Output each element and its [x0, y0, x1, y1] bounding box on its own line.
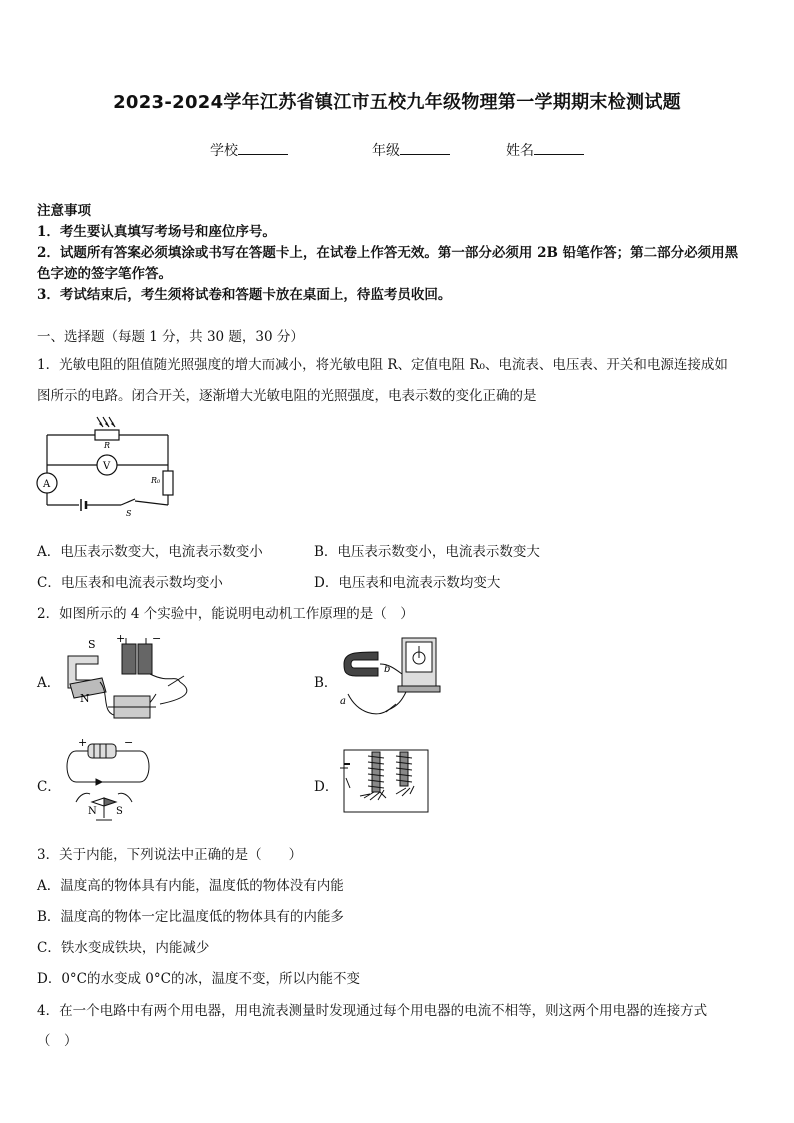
q4-stem-line1: 4．在一个电路中有两个用电器，用电流表测量时发现通过每个用电器的电流不相等，则这两个用电器的连接方式: [37, 1003, 708, 1019]
fig-c-n-label: N: [88, 806, 97, 817]
q1-option-a: A．电压表示数变大，电流表示数变小: [37, 544, 263, 560]
fig-a-plus-label: +: [116, 632, 126, 645]
name-label: 姓名: [506, 143, 534, 159]
school-field: [210, 140, 288, 160]
q2-figure-c: [62, 738, 162, 824]
r0-resistor-symbol: [163, 471, 173, 495]
q3-option-a: A．温度高的物体具有内能，温度低的物体没有内能: [37, 878, 344, 894]
q2-figure-a: [60, 634, 200, 726]
q2-stem: 2．如图所示的 4 个实验中，能说明电动机工作原理的是（ ）: [37, 606, 414, 622]
fig-a-s-label: S: [88, 638, 96, 651]
notice-item-2: 2．试题所有答案必须填涂或书写在答题卡上，在试卷上作答无效。第一部分必须用 2B 铅笔作答；第二部分必须用黑: [37, 245, 739, 261]
grade-blank: [400, 140, 450, 155]
s-label: S: [126, 509, 132, 518]
notice-heading: 注意事项: [37, 203, 91, 219]
a-label: A: [43, 479, 51, 490]
name-blank: [534, 140, 584, 155]
fig-c-minus-label: −: [124, 736, 134, 749]
notice-item-2-cont: 色字迹的签字笔作答。: [37, 266, 172, 282]
q3-option-d: D．0°C的水变成 0°C的冰，温度不变，所以内能不变: [37, 971, 360, 987]
q3-option-b: B．温度高的物体一定比温度低的物体具有的内能多: [37, 909, 344, 925]
section-heading: 一、选择题（每题 1 分，共 30 题，30 分）: [37, 329, 304, 345]
q3-option-c: C．铁水变成铁块，内能减少: [37, 940, 210, 956]
q2-option-b-label: B．: [314, 675, 338, 691]
grade-field: [372, 140, 450, 160]
school-label: 学校: [210, 143, 238, 159]
q1-circuit-figure: [35, 415, 185, 523]
q2-figure-d: [340, 744, 432, 816]
q1-stem-line1: 1．光敏电阻的阻值随光照强度的增大而减小，将光敏电阻 R、定值电阻 R₀、电流表、电压表、开关和电源连接成如: [37, 357, 728, 373]
notice-item-3: 3．考试结束后，考生须将试卷和答题卡放在桌面上，待监考员收回。: [37, 287, 452, 303]
q1-option-b: B．电压表示数变小，电流表示数变大: [314, 544, 540, 560]
r0-label: R₀: [151, 476, 161, 485]
q2-figure-b: [338, 634, 448, 726]
q3-stem: 3．关于内能，下列说法中正确的是（ ）: [37, 847, 303, 863]
q2-option-d-label: D．: [314, 779, 339, 795]
q1-option-c: C．电压表和电流表示数均变小: [37, 575, 223, 591]
r-label: R: [104, 441, 111, 450]
photoresistor-symbol: [95, 430, 119, 440]
notice-item-1: 1．考生要认真填写考场号和座位序号。: [37, 224, 276, 240]
grade-label: 年级: [372, 143, 400, 159]
q1-option-d: D．电压表和电流表示数均变大: [314, 575, 501, 591]
page-title: 2023-2024学年江苏省镇江市五校九年级物理第一学期期末检测试题: [113, 92, 681, 113]
school-blank: [238, 140, 288, 155]
fig-c-plus-label: +: [78, 736, 88, 749]
fig-c-s-label: S: [116, 806, 123, 817]
q1-stem-line2: 图所示的电路。闭合开关，逐渐增大光敏电阻的光照强度，电表示数的变化正确的是: [37, 388, 537, 404]
fig-b-a-label: a: [340, 696, 346, 707]
fig-a-n-label: N: [80, 692, 90, 705]
fig-b-b-label: b: [384, 664, 391, 675]
fig-a-minus-label: −: [152, 632, 162, 645]
q2-option-c-label: C．: [37, 779, 61, 795]
name-field: [506, 140, 584, 160]
q2-option-a-label: A．: [37, 675, 61, 691]
v-label: V: [103, 461, 111, 472]
q4-stem-line2: （ ）: [37, 1033, 78, 1049]
